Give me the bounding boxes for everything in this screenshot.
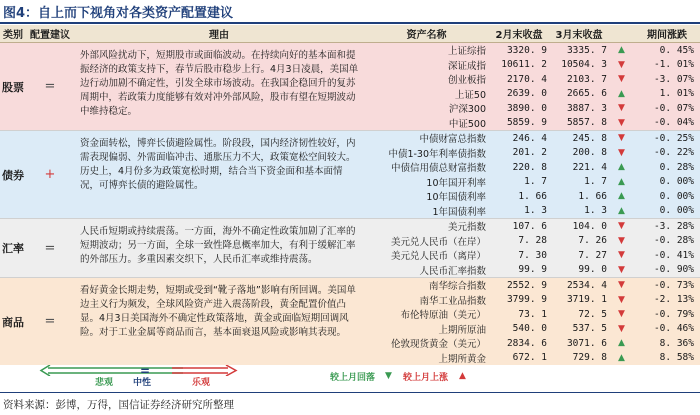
- header-direction: [609, 25, 634, 43]
- asset-name-cell: 南华综合指数: [364, 278, 489, 293]
- feb-close-cell: 246. 4: [489, 131, 549, 146]
- feb-close-cell: 3320. 9: [489, 43, 549, 58]
- feb-close-cell: 2552. 9: [489, 278, 549, 293]
- feb-close-cell: 2639. 0: [489, 87, 549, 102]
- asset-name-cell: 中债财富总指数: [364, 131, 489, 146]
- down-triangle-icon: ▼: [609, 293, 634, 308]
- feb-close-cell: 99. 9: [489, 263, 549, 278]
- down-triangle-icon: ▼: [609, 58, 634, 73]
- change-cell: -0. 46%: [634, 322, 700, 337]
- mar-close-cell: 1. 3: [549, 204, 609, 219]
- change-cell: 8. 36%: [634, 336, 700, 351]
- asset-name-cell: 中债1-30年利率债指数: [364, 146, 489, 161]
- allocation-table: [0, 25, 700, 365]
- change-cell: -1. 01%: [634, 58, 700, 73]
- change-cell: -0. 79%: [634, 307, 700, 322]
- down-triangle-icon: ▼: [609, 307, 634, 322]
- mar-close-cell: 2534. 4: [549, 278, 609, 293]
- down-triangle-icon: ▼: [609, 116, 634, 131]
- asset-name-cell: 中证500: [364, 116, 489, 131]
- mar-close-cell: 99. 0: [549, 263, 609, 278]
- suggestion-cell: +: [26, 131, 74, 219]
- mar-close-cell: 221. 4: [549, 160, 609, 175]
- down-triangle-icon: ▼: [609, 248, 634, 263]
- asset-name-cell: 10年国债利率: [364, 189, 489, 204]
- asset-name-cell: 人民币汇率指数: [364, 263, 489, 278]
- feb-close-cell: 7. 28: [489, 234, 549, 249]
- category-cell: 股票: [0, 43, 26, 131]
- change-cell: -0. 04%: [634, 116, 700, 131]
- feb-close-cell: 540. 0: [489, 322, 549, 337]
- change-cell: 1. 01%: [634, 87, 700, 102]
- mar-close-cell: 7. 26: [549, 234, 609, 249]
- feb-close-cell: 3799. 9: [489, 293, 549, 308]
- table-row: [0, 131, 700, 146]
- change-cell: -0. 25%: [634, 131, 700, 146]
- feb-close-cell: 1. 66: [489, 189, 549, 204]
- change-cell: -0. 22%: [634, 146, 700, 161]
- down-triangle-icon: ▼: [609, 101, 634, 116]
- header-suggestion: 配置建议: [26, 25, 74, 43]
- table-row: [0, 43, 700, 58]
- header-reason: 理由: [74, 25, 364, 43]
- table-row: [0, 219, 700, 234]
- asset-name-cell: 1年国债利率: [364, 204, 489, 219]
- suggestion-cell: =: [26, 43, 74, 131]
- change-cell: -0. 07%: [634, 101, 700, 116]
- change-cell: 8. 58%: [634, 351, 700, 366]
- source-note: 资料来源：彭博，万得，国信证券经济研究所整理: [3, 399, 234, 411]
- asset-name-cell: 伦敦现货黄金（美元）: [364, 336, 489, 351]
- legend-up-text: 较上月上涨: [403, 373, 449, 383]
- header-row: [0, 25, 700, 43]
- reason-cell: 资金面转松，博弈长债避险属性。阶段段，国内经济韧性较好，内需表现偏弱、外需面临冲击、通胀压力不大，政策宽松空间较大。历史上，4月份多为政策宽松时期，结合当下资金面和基本面情况，可博弈长债的避险属性。: [74, 131, 364, 219]
- header-feb-close: 2月末收盘: [489, 25, 549, 43]
- asset-name-cell: 上证50: [364, 87, 489, 102]
- change-cell: -0. 28%: [634, 234, 700, 249]
- change-cell: -0. 41%: [634, 248, 700, 263]
- suggestion-cell: =: [26, 219, 74, 278]
- category-cell: 债券: [0, 131, 26, 219]
- footer-divider: [0, 392, 700, 393]
- down-triangle-icon: ▼: [609, 322, 634, 337]
- mar-close-cell: 10504. 3: [549, 58, 609, 73]
- feb-close-cell: 73. 1: [489, 307, 549, 322]
- reason-cell: 看好黄金长期走势，短期或受到“靴子落地”影响有所回调。美国单边主义行为频发，全球风险资产进入震荡阶段，黄金配置价值凸显。4月3日美国海外不确定性政策落地，黄金或面临短期回调风险。对于工业金属等商品而言，基本面衰退风险或影响其表现。: [74, 278, 364, 366]
- mar-close-cell: 3335. 7: [549, 43, 609, 58]
- mar-close-cell: 2103. 7: [549, 72, 609, 87]
- up-triangle-icon: ▲: [609, 175, 634, 190]
- feb-close-cell: 2170. 4: [489, 72, 549, 87]
- change-cell: -3. 07%: [634, 72, 700, 87]
- figure-title: 图4：自上而下视角对各类资产配置建议: [3, 6, 234, 21]
- up-triangle-icon: ▲: [609, 189, 634, 204]
- down-triangle-icon: ▼: [609, 219, 634, 234]
- legend-neutral: 中性: [133, 378, 152, 388]
- mar-close-cell: 7. 27: [549, 248, 609, 263]
- change-cell: -0. 73%: [634, 278, 700, 293]
- table-row: [0, 278, 700, 293]
- header-asset: 资产名称: [364, 25, 489, 43]
- feb-close-cell: 7. 30: [489, 248, 549, 263]
- asset-name-cell: 上证综指: [364, 43, 489, 58]
- asset-name-cell: 创业板指: [364, 72, 489, 87]
- down-triangle-icon: ▼: [609, 234, 634, 249]
- change-cell: -2. 13%: [634, 293, 700, 308]
- mar-close-cell: 537. 5: [549, 322, 609, 337]
- mar-close-cell: 2665. 6: [549, 87, 609, 102]
- asset-name-cell: 美元兑人民币（在岸）: [364, 234, 489, 249]
- legend: [0, 363, 700, 389]
- feb-close-cell: 201. 2: [489, 146, 549, 161]
- suggestion-cell: =: [26, 278, 74, 366]
- asset-name-cell: 10年国开利率: [364, 175, 489, 190]
- feb-close-cell: 2834. 6: [489, 336, 549, 351]
- mar-close-cell: 1. 66: [549, 189, 609, 204]
- up-triangle-icon: ▲: [609, 87, 634, 102]
- mar-close-cell: 3719. 1: [549, 293, 609, 308]
- mar-close-cell: 5857. 8: [549, 116, 609, 131]
- down-triangle-icon: ▼: [609, 263, 634, 278]
- change-cell: -3. 28%: [634, 219, 700, 234]
- feb-close-cell: 672. 1: [489, 351, 549, 366]
- down-triangle-icon: ▼: [609, 131, 634, 146]
- asset-name-cell: 南华工业品指数: [364, 293, 489, 308]
- mar-close-cell: 3071. 6: [549, 336, 609, 351]
- up-triangle-icon: ▲: [609, 204, 634, 219]
- change-cell: 0. 00%: [634, 189, 700, 204]
- legend-neutral-sign: =: [140, 364, 151, 378]
- feb-close-cell: 1. 3: [489, 204, 549, 219]
- category-cell: 商品: [0, 278, 26, 366]
- feb-close-cell: 5859. 9: [489, 116, 549, 131]
- category-cell: 汇率: [0, 219, 26, 278]
- feb-close-cell: 220. 8: [489, 160, 549, 175]
- header-category: 类别: [0, 25, 26, 43]
- change-cell: 0. 45%: [634, 43, 700, 58]
- change-cell: 0. 00%: [634, 204, 700, 219]
- feb-close-cell: 107. 6: [489, 219, 549, 234]
- mar-close-cell: 104. 0: [549, 219, 609, 234]
- asset-name-cell: 美元兑人民币（离岸）: [364, 248, 489, 263]
- reason-cell: 外部风险扰动下，短期股市或面临波动。在持续向好的基本面和提振经济的政策支持下，春节后股市稳步上行。4月3日凌晨，美国单边行动加剧不确定性，引发全球市场波动。在我国企稳回升的复苏周期中，若政策力度能够有效对冲外部风险，股市有望在短期波动中维持稳定。: [74, 43, 364, 131]
- change-cell: 0. 00%: [634, 175, 700, 190]
- figure-title-bar: [0, 0, 700, 24]
- mar-close-cell: 1. 7: [549, 175, 609, 190]
- feb-close-cell: 1. 7: [489, 175, 549, 190]
- down-triangle-icon: ▼: [609, 146, 634, 161]
- up-triangle-icon: ▲: [609, 336, 634, 351]
- mar-close-cell: 245. 8: [549, 131, 609, 146]
- up-triangle-icon: ▲: [609, 160, 634, 175]
- asset-name-cell: 沪深300: [364, 101, 489, 116]
- mar-close-cell: 72. 5: [549, 307, 609, 322]
- up-triangle-icon: ▲: [609, 351, 634, 366]
- feb-close-cell: 10611. 2: [489, 58, 549, 73]
- asset-name-cell: 中债信用债总财富指数: [364, 160, 489, 175]
- legend-down-text: 较上月回落: [330, 373, 376, 383]
- legend-optimistic: 乐观: [192, 378, 211, 388]
- asset-name-cell: 布伦特原油（美元）: [364, 307, 489, 322]
- asset-name-cell: 美元指数: [364, 219, 489, 234]
- up-triangle-icon: ▲: [609, 43, 634, 58]
- mar-close-cell: 3887. 3: [549, 101, 609, 116]
- down-triangle-icon: ▼: [609, 72, 634, 87]
- change-cell: -0. 90%: [634, 263, 700, 278]
- asset-name-cell: 上期所原油: [364, 322, 489, 337]
- asset-name-cell: 深证成指: [364, 58, 489, 73]
- feb-close-cell: 3890. 0: [489, 101, 549, 116]
- mar-close-cell: 200. 8: [549, 146, 609, 161]
- change-cell: 0. 28%: [634, 160, 700, 175]
- header-mar-close: 3月末收盘: [549, 25, 609, 43]
- down-triangle-icon: ▼: [609, 278, 634, 293]
- legend-pessimistic: 悲观: [95, 378, 114, 388]
- mar-close-cell: 729. 8: [549, 351, 609, 366]
- reason-cell: 人民币短期或持续震荡。一方面，海外不确定性政策加剧了汇率的短期波动；另一方面，全球一致性降息概率加大，有利于缓解汇率的外部压力。多重因素交织下，人民币汇率或维持震荡。: [74, 219, 364, 278]
- legend-down-triangle-icon: ▼: [385, 371, 392, 381]
- header-change: 期间涨跌: [634, 25, 700, 43]
- asset-name-cell: 上期所黄金: [364, 351, 489, 366]
- legend-up-triangle-icon: ▲: [459, 371, 466, 381]
